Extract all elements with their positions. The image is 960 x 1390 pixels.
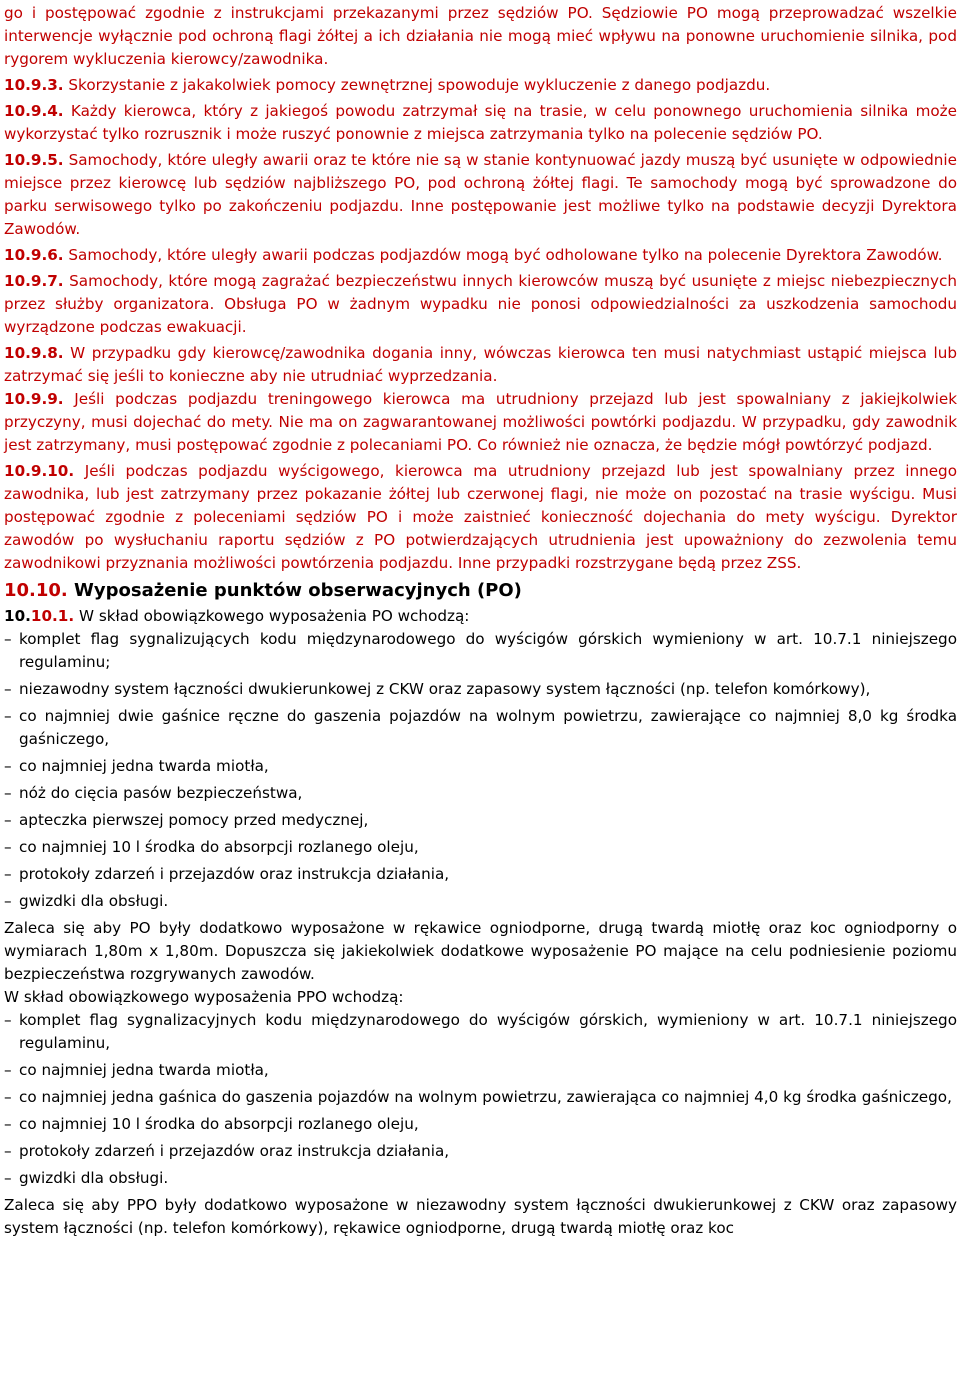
section-number: 10.9.3. (4, 76, 64, 94)
section-10-10-1 (4, 605, 957, 628)
list-item: – gwizdki dla obsługi. (4, 890, 957, 913)
section-10-9-6 (4, 244, 957, 267)
list-item: – komplet flag sygnalizujących kodu międzynarodowego do wyścigów górskich wymieniony w art. 10.7.1 niniejszego regulaminu; (4, 628, 957, 674)
section-10-9-4 (4, 100, 957, 146)
section-number: 10.9.9. (4, 390, 64, 408)
section-text: Skorzystanie z jakakolwiek pomocy zewnętrznej spowoduje wykluczenie z danego podjazdu. (63, 76, 771, 94)
list-item: – co najmniej dwie gaśnice ręczne do gaszenia pojazdów na wolnym powietrzu, zawierające co najmniej 8,0 kg środka gaśniczego, (4, 705, 957, 751)
ppo-intro: W skład obowiązkowego wyposażenia PPO wchodzą: (4, 988, 404, 1006)
list-item: – co najmniej 10 l środka do absorpcji rozlanego oleju, (4, 1113, 957, 1136)
section-text: W przypadku gdy kierowcę/zawodnika dogania inny, wówczas kierowca ten musi natychmiast ustąpić miejsca lub zatrzymać się jeśli to konieczne aby nie utrudniać wyprzedzania. (4, 344, 957, 385)
section-number-a: 10. (4, 607, 31, 625)
section-number: 10.9.5. (4, 151, 64, 169)
list-item: – co najmniej 10 l środka do absorpcji rozlanego oleju, (4, 836, 957, 859)
section-text: Samochody, które uległy awarii oraz te które nie są w stanie kontynuować jazdy muszą być usunięte w odpowiednie miejsce przez kierowcę lub sędziów najbliższego PO, pod ochroną żółtej flagi. Te samochody mogą być sprowadzone do parku serwisowego tylko po zakończeniu podjazdu. Inne postępowanie jest możliwe tylko na podstawie decyzji Dyrektora Zawodów. (4, 151, 957, 238)
heading-title: Wyposażenie punktów obserwacyjnych (PO) (67, 580, 522, 601)
list-item: – niezawodny system łączności dwukierunkowej z CKW oraz zapasowy system łączności (np. telefon komórkowy), (4, 678, 957, 701)
section-number-b: 10.1. (30, 607, 75, 625)
list-item: – nóż do cięcia pasów bezpieczeństwa, (4, 782, 957, 805)
section-number: 10.9.4. (4, 102, 64, 120)
section-text: Każdy kierowca, który z jakiegoś powodu zatrzymał się na trasie, w celu ponownego uruchomienia silnika może wykorzystać tylko rozrusznik i może ruszyć ponownie z miejsca zatrzymania tylko na polecenie sędziów PO. (4, 102, 957, 143)
section-text: Samochody, które uległy awarii podczas podjazdów mogą być odholowane tylko na polecenie Dyrektora Zawodów. (63, 246, 943, 264)
list-item: – apteczka pierwszej pomocy przed medycznej, (4, 809, 957, 832)
ppo-recommendation: Zaleca się aby PPO były dodatkowo wyposażone w niezawodny system łączności dwukierunkowej z CKW oraz zapasowy system łączności (np. telefon komórkowy), rękawice ogniodporne, drugą twardą miotłę oraz koc (4, 1196, 957, 1237)
section-number: 10.9.7. (4, 272, 64, 290)
ppo-equipment-list (4, 1009, 957, 1190)
list-item: – protokoły zdarzeń i przejazdów oraz instrukcja działania, (4, 1140, 957, 1163)
section-heading (4, 577, 957, 605)
section-text: Jeśli podczas podjazdu treningowego kierowca ma utrudniony przejazd lub jest spowalniany z jakiejkolwiek przyczyny, musi dojechać do mety. Nie ma on zagwarantowanej możliwości powtórki podjazdu. W przypadku, gdy zawodnik jest zatrzymany, musi postępować zgodnie z polecaniami PO. Co również nie oznacza, że będzie mógł powtórzyć podjazd. (4, 390, 957, 454)
section-number: 10.9.8. (4, 344, 64, 362)
heading-number: 10.10. (4, 580, 68, 601)
list-item: – co najmniej jedna twarda miotła, (4, 755, 957, 778)
section-10-9-8 (4, 342, 957, 388)
section-text: Jeśli podczas podjazdu wyścigowego, kierowca ma utrudniony przejazd lub jest spowalniany przez innego zawodnika, lub jest zatrzymany przez pokazanie żółtej lub czerwonej flagi, nie może on pozostać na trasie wyścigu. Musi postępować zgodnie z poleceniami sędziów PO i może zaistnieć konieczność dojechania do mety wyścigu. Dyrektor zawodów po wysłuchaniu raportu sędziów z PO potwierdzających utrudnienia jest upoważniony do zezwolenia temu zawodnikowi przyznania możliwości powtórzenia podjazdu. Inne przypadki rozstrzygane będą przez ZSS. (4, 462, 957, 572)
section-number: 10.9.6. (4, 246, 64, 264)
paragraph-continuation: go i postępować zgodnie z instrukcjami przekazanymi przez sędziów PO. Sędziowie PO mogą przeprowadzać wszelkie interwencje wyłącznie pod ochroną flagi żółtej a ich działania nie mogą mieć wpływu na ponowne uruchomienie silnika, pod rygorem wykluczenia kierowcy/zawodnika. (4, 4, 957, 68)
po-recommendation: Zaleca się aby PO były dodatkowo wyposażone w rękawice ogniodporne, drugą twardą miotłę oraz koc ogniodporny o wymiarach 1,80m x 1,80m. Dopuszcza się jakiekolwiek dodatkowe wyposażenie PO mające na celu podniesienie poziomu bezpieczeństwa rozgrywanych zawodów. (4, 919, 957, 983)
section-10-9-5 (4, 149, 957, 241)
section-number: 10.9.10. (4, 462, 75, 480)
list-item: – co najmniej jedna twarda miotła, (4, 1059, 957, 1082)
po-equipment-list (4, 628, 957, 913)
list-item: – protokoły zdarzeń i przejazdów oraz instrukcja działania, (4, 863, 957, 886)
section-10-9-9 (4, 388, 957, 457)
section-10-9-10 (4, 460, 957, 575)
section-text: W skład obowiązkowego wyposażenia PO wchodzą: (74, 607, 470, 625)
section-10-9-3 (4, 74, 957, 97)
list-item: – komplet flag sygnalizacyjnych kodu międzynarodowego do wyścigów górskich, wymieniony w art. 10.7.1 niniejszego regulaminu, (4, 1009, 957, 1055)
list-item: – gwizdki dla obsługi. (4, 1167, 957, 1190)
section-text: Samochody, które mogą zagrażać bezpieczeństwu innych kierowców muszą być usunięte z miejsc niebezpiecznych przez służby organizatora. Obsługa PO w żadnym wypadku nie ponosi odpowiedzialności za uszkodzenia samochodu wyrządzone podczas ewakuacji. (4, 272, 957, 336)
document-page (4, 2, 957, 1240)
list-item: – co najmniej jedna gaśnica do gaszenia pojazdów na wolnym powietrzu, zawierająca co najmniej 4,0 kg środka gaśniczego, (4, 1086, 957, 1109)
section-10-9-7 (4, 270, 957, 339)
